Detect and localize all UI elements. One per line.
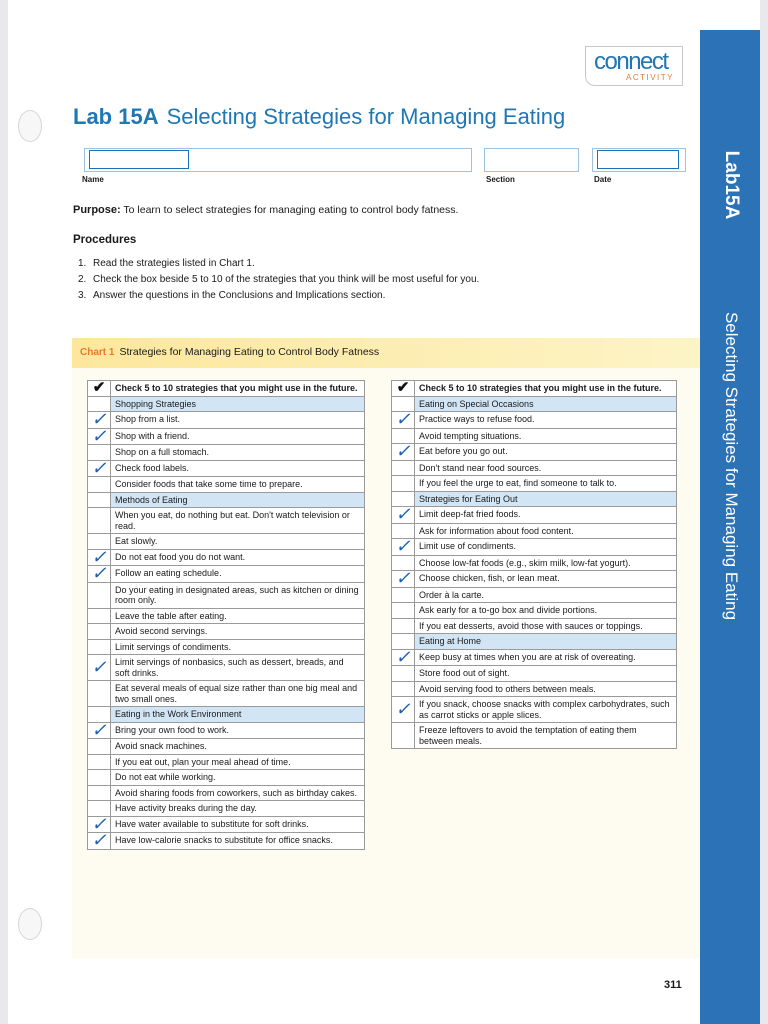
strategy-checkbox[interactable] [88, 830, 111, 850]
step-number: 3. [78, 290, 87, 301]
strategy-checkbox[interactable] [88, 582, 111, 608]
section-header-row [88, 492, 365, 508]
strategy-text: Do your eating in designated areas, such as kitchen or dining room only. [111, 582, 365, 608]
strategy-row [392, 428, 677, 444]
strategy-row [88, 566, 365, 583]
strategy-checkbox[interactable] [392, 666, 415, 682]
strategy-text: Limit use of condiments. [415, 539, 677, 556]
section-header-row [392, 491, 677, 507]
strategy-row [392, 571, 677, 588]
section-header-row [392, 634, 677, 650]
step-text: Read the strategies listed in Chart 1. [93, 258, 255, 269]
strategy-text: Consider foods that take some time to prepare. [111, 477, 365, 493]
strategy-row [392, 460, 677, 476]
handwritten-check-icon: ✓ [91, 546, 107, 567]
name-field[interactable] [84, 148, 472, 172]
left-strategy-table [87, 380, 365, 850]
strategy-text: Eat before you go out. [415, 444, 677, 461]
connect-logo-word: connect [594, 48, 668, 75]
strategy-row [88, 549, 365, 566]
strategy-checkbox[interactable] [88, 639, 111, 655]
handwritten-check-icon: ✓ [91, 830, 107, 850]
section-title: Eating at Home [415, 634, 677, 650]
strategy-text: Shop from a list. [111, 412, 365, 429]
strategy-row [392, 603, 677, 619]
strategy-row [88, 681, 365, 707]
strategy-checkbox[interactable] [88, 739, 111, 755]
strategy-text: Limit deep-fat fried foods. [415, 507, 677, 524]
header-instruction: Check 5 to 10 strategies that you might use in the future. [415, 381, 677, 397]
strategy-text: Avoid snack machines. [111, 739, 365, 755]
strategy-text: Limit servings of condiments. [111, 639, 365, 655]
date-label: Date [594, 175, 612, 184]
strategy-text: Avoid tempting situations. [415, 428, 677, 444]
strategy-text: Ask for information about food content. [415, 523, 677, 539]
strategy-checkbox[interactable] [88, 608, 111, 624]
strategy-row [392, 555, 677, 571]
table-header-row [88, 381, 365, 397]
procedure-step [78, 288, 479, 304]
strategy-text: Follow an eating schedule. [111, 566, 365, 583]
side-tab-subtitle: Selecting Strategies for Managing Eating [722, 311, 741, 621]
table-header-row [392, 381, 677, 397]
section-title: Methods of Eating [111, 492, 365, 508]
header-instruction: Check 5 to 10 strategies that you might use in the future. [111, 381, 365, 397]
handwritten-check-icon: ✓ [91, 457, 107, 478]
page-number: 311 [664, 979, 682, 991]
strategy-text: Eat several meals of equal size rather than one big meal and two small ones. [111, 681, 365, 707]
strategy-checkbox[interactable] [88, 719, 111, 740]
strategy-checkbox[interactable] [392, 723, 415, 749]
strategy-text: Do not eat while working. [111, 770, 365, 786]
strategy-text: Don't stand near food sources. [415, 460, 677, 476]
strategy-text: Keep busy at times when you are at risk of overeating. [415, 649, 677, 666]
strategy-row [88, 428, 365, 445]
strategy-row [392, 444, 677, 461]
strategy-row [88, 582, 365, 608]
check-mark-icon: ✔ [92, 378, 106, 396]
strategy-checkbox[interactable] [88, 624, 111, 640]
chart-title-text: Strategies for Managing Eating to Control Body Fatness [119, 346, 380, 358]
purpose-statement [73, 204, 458, 216]
strategy-row [88, 445, 365, 461]
handwritten-check-icon: ✓ [395, 536, 411, 556]
strategy-checkbox[interactable] [392, 697, 415, 723]
strategy-row [392, 476, 677, 492]
strategy-text: Avoid second servings. [111, 624, 365, 640]
strategy-text: Have low-calorie snacks to substitute for office snacks. [111, 833, 365, 850]
chart-title-bar [72, 338, 702, 368]
strategy-checkbox[interactable] [88, 457, 111, 478]
strategy-text: Have activity breaks during the day. [111, 801, 365, 817]
strategy-row [392, 618, 677, 634]
strategy-checkbox[interactable] [88, 655, 111, 681]
strategy-text: Limit servings of nonbasics, such as dessert, breads, and soft drinks. [111, 655, 365, 681]
punch-hole [18, 908, 42, 940]
header-checkbox-cell [392, 378, 415, 397]
handwritten-check-icon: ✓ [395, 504, 411, 524]
strategy-text: Freeze leftovers to avoid the temptation of eating them between meals. [415, 723, 677, 749]
section-label: Section [486, 175, 515, 184]
strategy-checkbox[interactable] [392, 568, 415, 588]
date-field-highlight [597, 150, 679, 169]
section-title: Shopping Strategies [111, 396, 365, 412]
strategy-text: Have water available to substitute for soft drinks. [111, 816, 365, 833]
punch-hole [18, 110, 42, 142]
connect-activity-logo [585, 46, 683, 86]
strategy-row [392, 507, 677, 524]
strategy-checkbox[interactable] [88, 425, 111, 446]
handwritten-check-icon: ✓ [91, 425, 107, 446]
strategy-checkbox[interactable] [392, 587, 415, 603]
strategy-row [88, 770, 365, 786]
strategy-checkbox[interactable] [392, 460, 415, 476]
strategy-checkbox[interactable] [88, 681, 111, 707]
strategy-row [88, 460, 365, 477]
strategy-text: Shop with a friend. [111, 428, 365, 445]
strategy-row [392, 587, 677, 603]
strategy-text: If you snack, choose snacks with complex carbohydrates, such as carrot sticks or apple slices. [415, 697, 677, 723]
section-header-row [88, 707, 365, 723]
strategy-row [88, 801, 365, 817]
strategy-checkbox[interactable] [392, 536, 415, 556]
connect-logo-subtitle: ACTIVITY [625, 73, 674, 82]
section-title: Strategies for Eating Out [415, 491, 677, 507]
strategy-text: Check food labels. [111, 460, 365, 477]
step-text: Answer the questions in the Conclusions and Implications section. [93, 290, 386, 301]
strategy-row [88, 477, 365, 493]
strategy-text: If you eat out, plan your meal ahead of time. [111, 754, 365, 770]
strategy-checkbox[interactable] [88, 508, 111, 534]
procedure-step [78, 256, 479, 272]
strategy-text: Avoid serving food to others between meals. [415, 681, 677, 697]
strategy-text: Avoid sharing foods from coworkers, such as birthday cakes. [111, 785, 365, 801]
strategy-row [392, 539, 677, 556]
strategy-text: Shop on a full stomach. [111, 445, 365, 461]
strategy-row [88, 833, 365, 850]
page-title [73, 104, 565, 130]
strategy-row [88, 655, 365, 681]
strategy-row [88, 785, 365, 801]
strategy-row [392, 523, 677, 539]
handwritten-check-icon: ✓ [395, 646, 411, 667]
purpose-text: To learn to select strategies for managing eating to control body fatness. [120, 204, 459, 216]
strategy-row [88, 608, 365, 624]
step-number: 2. [78, 274, 87, 285]
section-title: Eating in the Work Environment [111, 707, 365, 723]
right-strategy-table [391, 380, 677, 749]
procedure-step [78, 272, 479, 288]
date-field[interactable] [592, 148, 686, 172]
strategy-text: Do not eat food you do not want. [111, 549, 365, 566]
purpose-label: Purpose: [73, 204, 121, 216]
strategy-row [392, 412, 677, 429]
handwritten-check-icon: ✓ [91, 563, 107, 583]
strategy-row [392, 697, 677, 723]
lab-number: Lab 15A [73, 104, 159, 129]
chart-number: Chart 1 [80, 347, 115, 358]
procedure-steps [78, 256, 479, 304]
chart-title [80, 346, 379, 358]
check-mark-icon: ✔ [396, 378, 410, 396]
strategy-checkbox[interactable] [88, 477, 111, 493]
strategy-row [88, 508, 365, 534]
side-tab-lab: Lab15A [721, 150, 742, 220]
name-field-highlight [89, 150, 189, 169]
strategy-row [88, 722, 365, 739]
strategy-text: Choose low-fat foods (e.g., skim milk, low-fat yogurt). [415, 555, 677, 571]
strategy-checkbox[interactable] [88, 770, 111, 786]
section-blank-cell [88, 492, 111, 508]
strategy-row [88, 412, 365, 429]
strategy-checkbox[interactable] [88, 563, 111, 583]
strategy-text: Practice ways to refuse food. [415, 412, 677, 429]
strategy-checkbox[interactable] [88, 754, 111, 770]
strategy-row [392, 723, 677, 749]
strategy-checkbox[interactable] [392, 646, 415, 667]
strategy-checkbox[interactable] [392, 409, 415, 429]
strategy-text: Order à la carte. [415, 587, 677, 603]
strategy-checkbox[interactable] [392, 681, 415, 697]
header-checkbox-cell [88, 378, 111, 397]
strategy-text: Store food out of sight. [415, 666, 677, 682]
handwritten-check-icon: ✓ [91, 409, 107, 429]
strategy-row [392, 666, 677, 682]
step-text: Check the box beside 5 to 10 of the strategies that you think will be most useful for you. [93, 274, 480, 285]
strategy-row [88, 754, 365, 770]
strategy-checkbox[interactable] [88, 785, 111, 801]
strategy-row [392, 681, 677, 697]
section-header-row [392, 396, 677, 412]
strategy-text: When you eat, do nothing but eat. Don't watch television or read. [111, 508, 365, 534]
strategy-text: Choose chicken, fish, or lean meat. [415, 571, 677, 588]
handwritten-check-icon: ✓ [91, 813, 107, 834]
strategy-row [392, 649, 677, 666]
section-header-row [88, 396, 365, 412]
strategy-checkbox[interactable] [392, 603, 415, 619]
section-title: Eating on Special Occasions [415, 396, 677, 412]
name-label: Name [82, 175, 104, 184]
strategy-row [88, 816, 365, 833]
strategy-text: Eat slowly. [111, 534, 365, 550]
strategy-row [88, 739, 365, 755]
strategy-row [88, 624, 365, 640]
strategy-row [88, 639, 365, 655]
handwritten-check-icon: ✓ [91, 656, 107, 677]
strategy-text: Leave the table after eating. [111, 608, 365, 624]
strategy-checkbox[interactable] [392, 476, 415, 492]
procedures-heading: Procedures [73, 234, 137, 246]
handwritten-check-icon: ✓ [395, 568, 411, 588]
handwritten-check-icon: ✓ [91, 719, 107, 740]
step-number: 1. [78, 258, 87, 269]
strategy-checkbox[interactable] [392, 618, 415, 634]
strategy-text: Ask early for a to-go box and divide portions. [415, 603, 677, 619]
strategy-checkbox[interactable] [392, 441, 415, 461]
section-field[interactable] [484, 148, 579, 172]
strategy-text: If you eat desserts, avoid those with sauces or toppings. [415, 618, 677, 634]
strategy-checkbox[interactable] [392, 504, 415, 524]
handwritten-check-icon: ✓ [395, 441, 411, 461]
handwritten-check-icon: ✓ [395, 409, 411, 429]
strategy-text: Bring your own food to work. [111, 722, 365, 739]
strategy-text: If you feel the urge to eat, find someone to talk to. [415, 476, 677, 492]
handwritten-check-icon: ✓ [395, 698, 411, 719]
strategy-row [88, 534, 365, 550]
lab-title-text: Selecting Strategies for Managing Eating [166, 104, 566, 129]
